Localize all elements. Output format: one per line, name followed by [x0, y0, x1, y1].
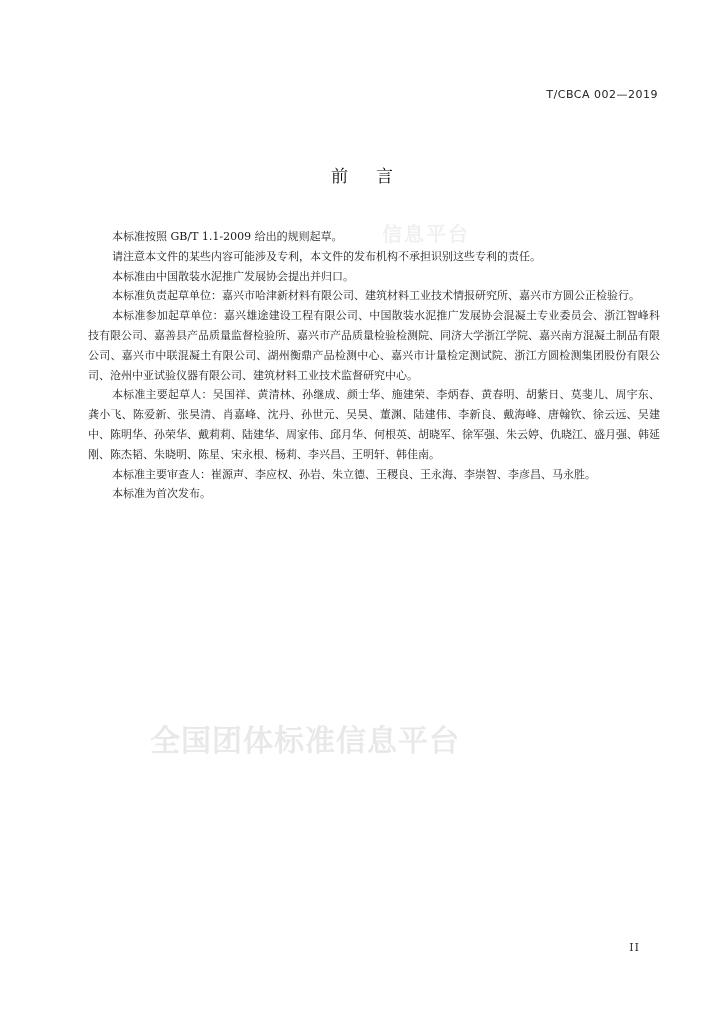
paragraph-first-release: 本标准为首次发布。 — [112, 487, 211, 501]
paragraph-participating-drafters: 本标准参加起草单位：嘉兴雄途建设工程有限公司、中国散装水泥推广发展协会混凝土专业委员会、浙江智峰科技有限公司、嘉善县产品质量监督检验所、嘉兴市产品质量检验检测院、同济大学浙江学院、嘉兴南方混凝土制品有限公司、嘉兴市中联混凝土有限公司、湖州衡鼎产品检测中心、嘉兴市计量检定测试院、浙江方圆检测集团股份有限公司、沧州中亚试验仪器有限公司、建筑材料工业技术监督研究中心。 — [88, 309, 660, 382]
watermark-main: 全国团体标准信息平台 — [150, 724, 460, 759]
paragraph-patent-notice: 请注意本文件的某些内容可能涉及专利，本文件的发布机构不承担识别这些专利的责任。 — [112, 249, 541, 263]
paragraph-main-drafters: 本标准主要起草人：吴国祥、黄清林、孙继成、颜士华、施建荣、李炳春、黄春明、胡紫日、莫斐儿、周宇东、龚小飞、陈爱新、张昊清、肖嘉峰、沈丹、孙世元、吴昊、董渊、陆建伟、李新良、戴海峰、唐翰钦、徐云远、吴建中、陈明华、孙荣华、戴莉莉、陆建华、周家伟、邱月华、何根英、胡晓军、徐军强、朱云婷、仇晓江、盛月强、韩延刚、陈杰韬、朱晓明、陈星、宋永根、杨莉、李兴昌、王明轩、韩佳南。 — [88, 388, 660, 461]
paragraph-reviewers: 本标准主要审查人：崔源声、李应权、孙岩、朱立德、王稷良、王永海、李崇智、李彦昌、马永胜。 — [112, 467, 596, 481]
foreword-body — [88, 227, 660, 504]
paragraph-drafting-rules: 本标准按照 GB/T 1.1-2009 给出的规则起草。 — [112, 230, 343, 243]
paragraph-proposer: 本标准由中国散装水泥推广发展协会提出并归口。 — [112, 269, 354, 283]
page-number: II — [629, 941, 640, 954]
watermark-ghost: 信息平台 — [382, 222, 470, 246]
paragraph-lead-drafters: 本标准负责起草单位：嘉兴市哈津新材料有限公司、建筑材料工业技术情报研究所、嘉兴市方圆公正检验行。 — [112, 289, 640, 303]
page-title: 前言 — [331, 167, 421, 187]
document-code: T/CBCA 002—2019 — [546, 88, 658, 101]
